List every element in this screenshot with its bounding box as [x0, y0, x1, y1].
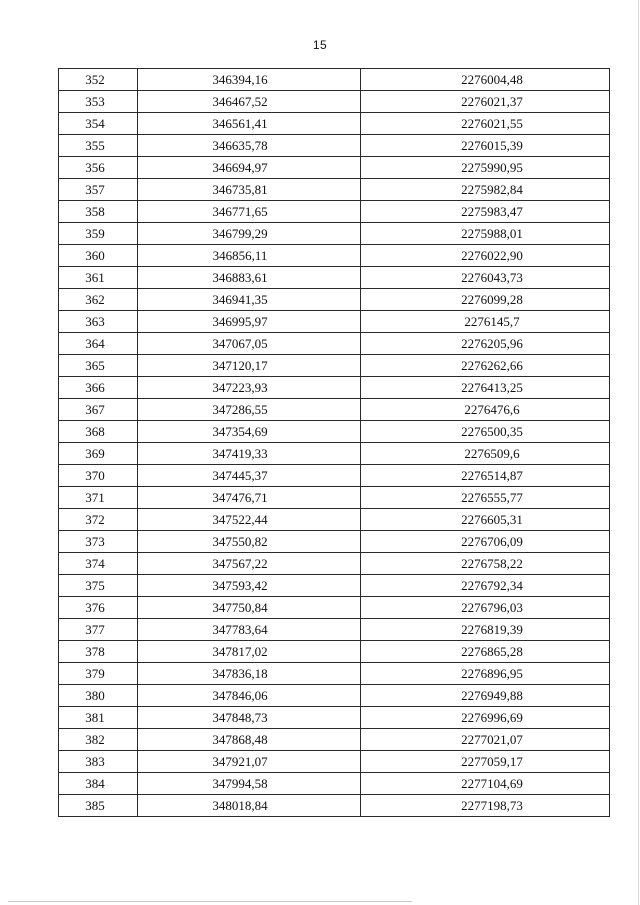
table-row [59, 311, 610, 333]
y-coordinate-cell: 2276792,34 [361, 575, 610, 597]
x-coordinate-cell: 346561,41 [138, 113, 361, 135]
table-row [59, 399, 610, 421]
y-coordinate-cell: 2276819,39 [361, 619, 610, 641]
y-coordinate-cell: 2276896,95 [361, 663, 610, 685]
coordinates-table-body [59, 69, 610, 817]
x-coordinate-cell: 346735,81 [138, 179, 361, 201]
table-row [59, 377, 610, 399]
y-coordinate-cell: 2276796,03 [361, 597, 610, 619]
x-coordinate-cell: 346771,65 [138, 201, 361, 223]
x-coordinate-cell: 347223,93 [138, 377, 361, 399]
x-coordinate-cell: 347120,17 [138, 355, 361, 377]
point-number-cell: 369 [59, 443, 138, 465]
point-number-cell: 352 [59, 69, 138, 91]
coordinates-table [58, 68, 610, 817]
page-number: 15 [312, 38, 328, 52]
x-coordinate-cell: 347354,69 [138, 421, 361, 443]
point-number-cell: 365 [59, 355, 138, 377]
y-coordinate-cell: 2276205,96 [361, 333, 610, 355]
x-coordinate-cell: 346467,52 [138, 91, 361, 113]
y-coordinate-cell: 2276145,7 [361, 311, 610, 333]
y-coordinate-cell: 2276015,39 [361, 135, 610, 157]
point-number-cell: 375 [59, 575, 138, 597]
table-row [59, 91, 610, 113]
x-coordinate-cell: 347846,06 [138, 685, 361, 707]
table-row [59, 267, 610, 289]
table-row [59, 773, 610, 795]
y-coordinate-cell: 2276022,90 [361, 245, 610, 267]
x-coordinate-cell: 347419,33 [138, 443, 361, 465]
point-number-cell: 353 [59, 91, 138, 113]
point-number-cell: 355 [59, 135, 138, 157]
x-coordinate-cell: 347750,84 [138, 597, 361, 619]
table-row [59, 465, 610, 487]
y-coordinate-cell: 2276004,48 [361, 69, 610, 91]
y-coordinate-cell: 2275983,47 [361, 201, 610, 223]
y-coordinate-cell: 2276605,31 [361, 509, 610, 531]
y-coordinate-cell: 2276476,6 [361, 399, 610, 421]
y-coordinate-cell: 2276413,25 [361, 377, 610, 399]
point-number-cell: 371 [59, 487, 138, 509]
x-coordinate-cell: 346941,35 [138, 289, 361, 311]
y-coordinate-cell: 2276262,66 [361, 355, 610, 377]
page-edge [638, 0, 639, 905]
y-coordinate-cell: 2276500,35 [361, 421, 610, 443]
point-number-cell: 370 [59, 465, 138, 487]
table-row [59, 333, 610, 355]
y-coordinate-cell: 2277104,69 [361, 773, 610, 795]
point-number-cell: 378 [59, 641, 138, 663]
point-number-cell: 360 [59, 245, 138, 267]
table-row [59, 69, 610, 91]
x-coordinate-cell: 346995,97 [138, 311, 361, 333]
y-coordinate-cell: 2275982,84 [361, 179, 610, 201]
table-row [59, 619, 610, 641]
point-number-cell: 383 [59, 751, 138, 773]
x-coordinate-cell: 347593,42 [138, 575, 361, 597]
x-coordinate-cell: 347921,07 [138, 751, 361, 773]
scan-artifact-line [8, 901, 412, 902]
y-coordinate-cell: 2276949,88 [361, 685, 610, 707]
y-coordinate-cell: 2276555,77 [361, 487, 610, 509]
table-row [59, 245, 610, 267]
point-number-cell: 380 [59, 685, 138, 707]
point-number-cell: 362 [59, 289, 138, 311]
table-row [59, 751, 610, 773]
table-row [59, 575, 610, 597]
x-coordinate-cell: 347868,48 [138, 729, 361, 751]
y-coordinate-cell: 2276996,69 [361, 707, 610, 729]
point-number-cell: 374 [59, 553, 138, 575]
x-coordinate-cell: 347567,22 [138, 553, 361, 575]
x-coordinate-cell: 346394,16 [138, 69, 361, 91]
point-number-cell: 373 [59, 531, 138, 553]
x-coordinate-cell: 346799,29 [138, 223, 361, 245]
table-row [59, 663, 610, 685]
point-number-cell: 382 [59, 729, 138, 751]
x-coordinate-cell: 346856,11 [138, 245, 361, 267]
table-row [59, 355, 610, 377]
y-coordinate-cell: 2277198,73 [361, 795, 610, 817]
x-coordinate-cell: 347783,64 [138, 619, 361, 641]
y-coordinate-cell: 2276043,73 [361, 267, 610, 289]
x-coordinate-cell: 347476,71 [138, 487, 361, 509]
y-coordinate-cell: 2276706,09 [361, 531, 610, 553]
table-row [59, 553, 610, 575]
table-row [59, 223, 610, 245]
x-coordinate-cell: 347522,44 [138, 509, 361, 531]
point-number-cell: 363 [59, 311, 138, 333]
table-row [59, 289, 610, 311]
point-number-cell: 377 [59, 619, 138, 641]
table-row [59, 707, 610, 729]
x-coordinate-cell: 347994,58 [138, 773, 361, 795]
x-coordinate-cell: 347848,73 [138, 707, 361, 729]
table-row [59, 685, 610, 707]
table-row [59, 509, 610, 531]
point-number-cell: 368 [59, 421, 138, 443]
point-number-cell: 366 [59, 377, 138, 399]
y-coordinate-cell: 2276865,28 [361, 641, 610, 663]
table-row [59, 201, 610, 223]
point-number-cell: 359 [59, 223, 138, 245]
x-coordinate-cell: 347550,82 [138, 531, 361, 553]
table-row [59, 135, 610, 157]
point-number-cell: 367 [59, 399, 138, 421]
x-coordinate-cell: 348018,84 [138, 795, 361, 817]
y-coordinate-cell: 2276509,6 [361, 443, 610, 465]
y-coordinate-cell: 2275988,01 [361, 223, 610, 245]
y-coordinate-cell: 2276514,87 [361, 465, 610, 487]
x-coordinate-cell: 347817,02 [138, 641, 361, 663]
table-row [59, 641, 610, 663]
table-row [59, 531, 610, 553]
y-coordinate-cell: 2276021,55 [361, 113, 610, 135]
point-number-cell: 379 [59, 663, 138, 685]
point-number-cell: 381 [59, 707, 138, 729]
point-number-cell: 364 [59, 333, 138, 355]
y-coordinate-cell: 2276099,28 [361, 289, 610, 311]
point-number-cell: 385 [59, 795, 138, 817]
x-coordinate-cell: 347286,55 [138, 399, 361, 421]
y-coordinate-cell: 2276758,22 [361, 553, 610, 575]
point-number-cell: 356 [59, 157, 138, 179]
table-row [59, 443, 610, 465]
point-number-cell: 372 [59, 509, 138, 531]
table-row [59, 157, 610, 179]
table-row [59, 421, 610, 443]
table-row [59, 597, 610, 619]
point-number-cell: 376 [59, 597, 138, 619]
y-coordinate-cell: 2277021,07 [361, 729, 610, 751]
table-row [59, 179, 610, 201]
point-number-cell: 354 [59, 113, 138, 135]
x-coordinate-cell: 346883,61 [138, 267, 361, 289]
table-row [59, 795, 610, 817]
x-coordinate-cell: 347445,37 [138, 465, 361, 487]
point-number-cell: 357 [59, 179, 138, 201]
table-row [59, 729, 610, 751]
point-number-cell: 361 [59, 267, 138, 289]
x-coordinate-cell: 347836,18 [138, 663, 361, 685]
x-coordinate-cell: 346635,78 [138, 135, 361, 157]
y-coordinate-cell: 2275990,95 [361, 157, 610, 179]
y-coordinate-cell: 2276021,37 [361, 91, 610, 113]
x-coordinate-cell: 347067,05 [138, 333, 361, 355]
point-number-cell: 384 [59, 773, 138, 795]
point-number-cell: 358 [59, 201, 138, 223]
table-row [59, 113, 610, 135]
y-coordinate-cell: 2277059,17 [361, 751, 610, 773]
x-coordinate-cell: 346694,97 [138, 157, 361, 179]
table-row [59, 487, 610, 509]
